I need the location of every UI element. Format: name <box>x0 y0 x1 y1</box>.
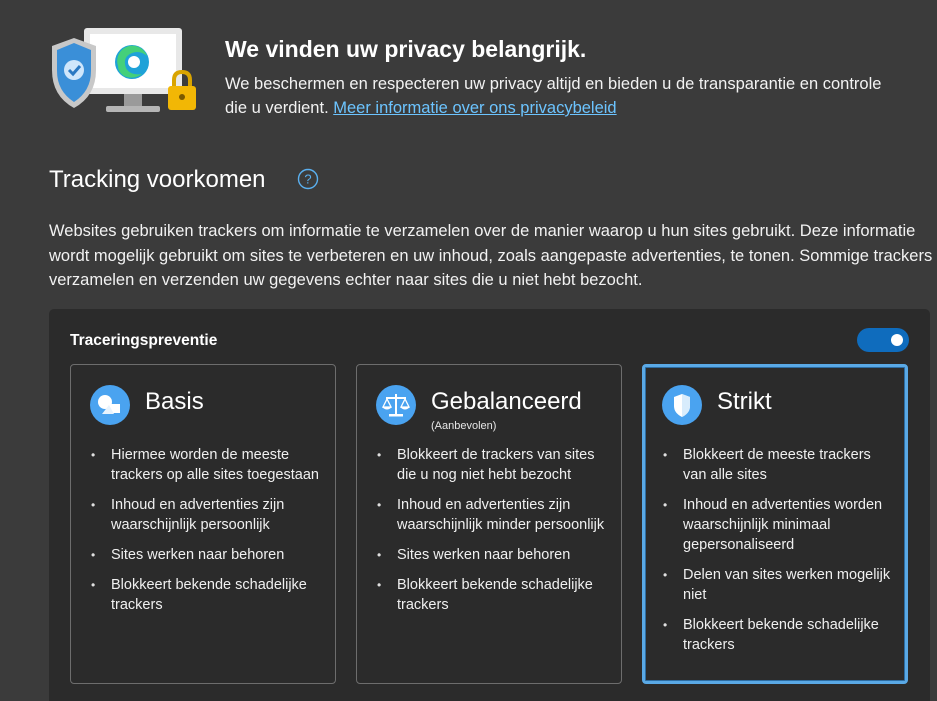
card-title: Basis <box>145 388 204 415</box>
list-item: • Blokkeert de meeste trackers van alle sites <box>663 445 895 485</box>
list-item: • Blokkeert bekende schadelijke trackers <box>377 575 609 615</box>
tracking-prevention-panel <box>49 309 930 701</box>
hero-description-text: We beschermen en respecteren uw privacy altijd en bieden u de transparantie en controle die u verdient. <box>225 75 882 117</box>
card-bullets <box>663 445 895 665</box>
list-item: • Delen van sites werken mogelijk niet <box>663 565 895 605</box>
section-title: Tracking voorkomen <box>49 166 266 193</box>
privacy-illustration-icon <box>48 26 200 118</box>
privacy-policy-link[interactable]: Meer informatie over ons privacybeleid <box>333 99 617 117</box>
card-basic[interactable] <box>70 364 336 684</box>
list-item: • Sites werken naar behoren <box>377 545 609 565</box>
hero-title: We vinden uw privacy belangrijk. <box>225 36 587 62</box>
card-title: Gebalanceerd <box>431 388 582 415</box>
shield-icon <box>662 385 702 425</box>
svg-text:?: ? <box>304 171 312 187</box>
list-item: • Inhoud en advertenties zijn waarschijnlijk minder persoonlijk <box>377 495 609 535</box>
tracking-prevention-toggle[interactable] <box>857 328 909 352</box>
list-item: • Blokkeert bekende schadelijke trackers <box>91 575 323 615</box>
card-bullets <box>377 445 609 625</box>
section-description: Websites gebruiken trackers om informatie te verzamelen over de manier waarop u hun sites gebruikt. Deze informatie wordt mogelijk gebruikt om sites te verbeteren en uw inhoud, zoals aangepaste advertenties, te tonen. Sommige trackers verzamelen en verzenden uw gegevens echter naar sites die u niet hebt bezocht. <box>49 222 933 289</box>
list-item: • Inhoud en advertenties zijn waarschijnlijk persoonlijk <box>91 495 323 535</box>
help-icon[interactable] <box>297 168 319 190</box>
list-item: • Sites werken naar behoren <box>91 545 323 565</box>
card-balanced[interactable] <box>356 364 622 684</box>
toggle-knob <box>891 334 903 346</box>
recommended-label: (Aanbevolen) <box>431 420 497 432</box>
card-strict[interactable] <box>642 364 908 684</box>
list-item: • Hiermee worden de meeste trackers op alle sites toegestaan <box>91 445 323 485</box>
list-item: • Inhoud en advertenties worden waarschijnlijk minimaal gepersonaliseerd <box>663 495 895 555</box>
panel-title: Traceringspreventie <box>70 332 218 349</box>
card-bullets <box>91 445 323 625</box>
card-title: Strikt <box>717 388 772 415</box>
basic-shapes-icon <box>90 385 130 425</box>
list-item: • Blokkeert de trackers van sites die u nog niet hebt bezocht <box>377 445 609 485</box>
scales-icon <box>376 385 416 425</box>
list-item: • Blokkeert bekende schadelijke trackers <box>663 615 895 655</box>
hero-description <box>225 72 905 120</box>
